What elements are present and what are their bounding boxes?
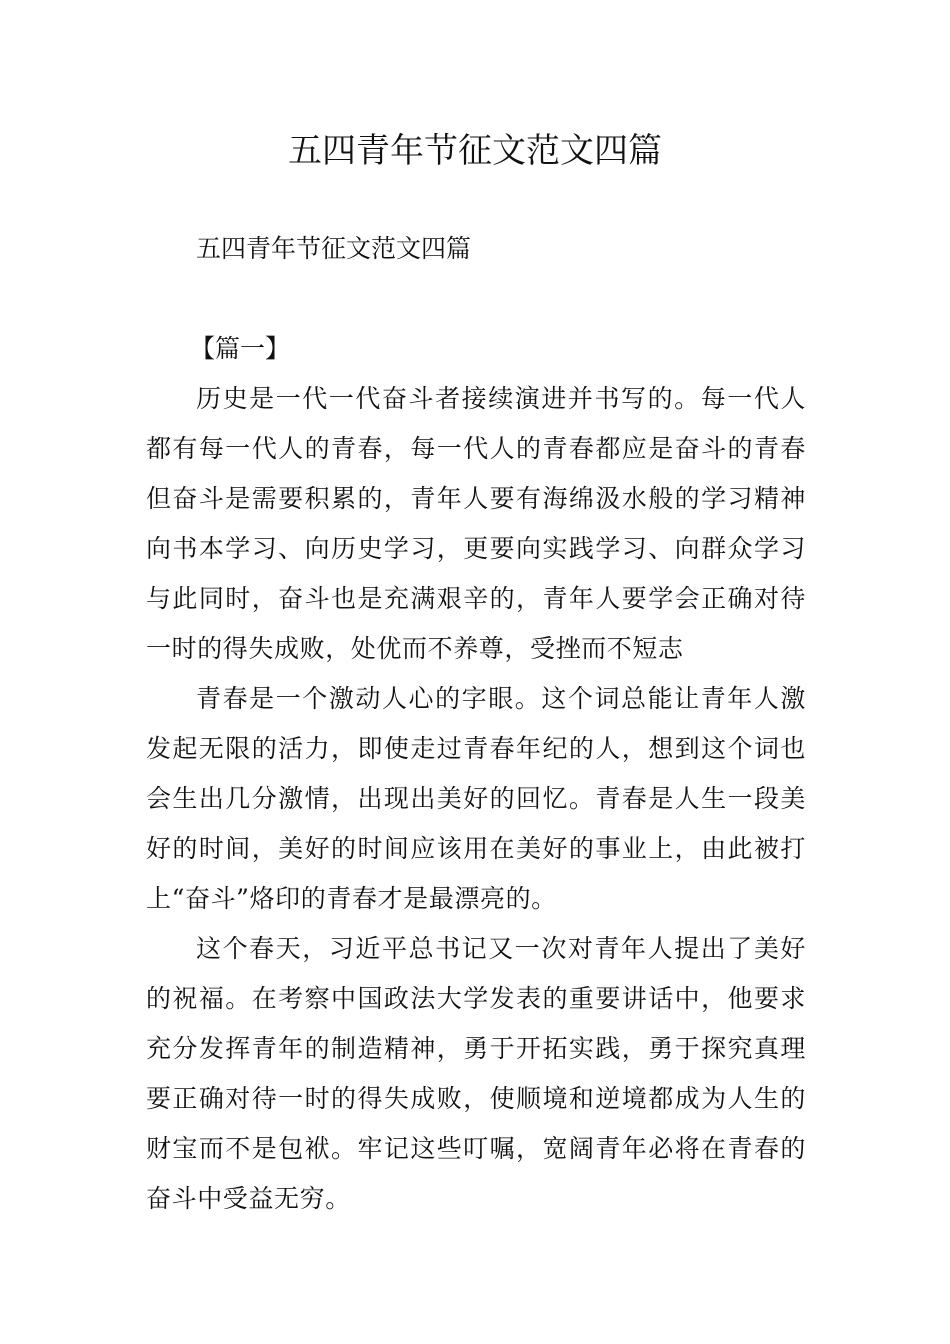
paragraph-2: 青春是一个激动人心的字眼。这个词总能让青年人激发起无限的活力，即使走过青春年纪的人，想到这个词也会生出几分激情，出现出美好的回忆。青春是人生一段美好的时间，美好的时间应该用在美好的事业上，由此被打上“奋斗”烙印的青春才是最漂亮的。 [146,684,806,913]
paragraph-3: 这个春天，习近平总书记又一次对青年人提出了美好的祝福。在考察中国政法大学发表的重要讲话中，他要求充分发挥青年的制造精神，勇于开拓实践，勇于探究真理要正确对待一时的得失成败，使顺境和逆境都成为人生的财宝而不是包袱。牢记这些叮嘱，宽阔青年必将在青春的奋斗中受益无穷。 [146,934,806,1213]
section-label: 【篇一】 [190,334,291,363]
paragraph-1: 历史是一代一代奋斗者接续演进并书写的。每一代人都有每一代人的青春，每一代人的青春都应是奋斗的青春但奋斗是需要积累的，青年人要有海绵汲水般的学习精神向书本学习、向历史学习，更要向实践学习、向群众学习与此同时，奋斗也是充满艰辛的，青年人要学会正确对待一时的得失成败，处优而不养尊，受挫而不短志 [146,384,806,663]
document-subtitle: 五四青年节征文范文四篇 [196,234,472,263]
document-body [146,374,806,1224]
document-title: 五四青年节征文范文四篇 [288,131,662,171]
